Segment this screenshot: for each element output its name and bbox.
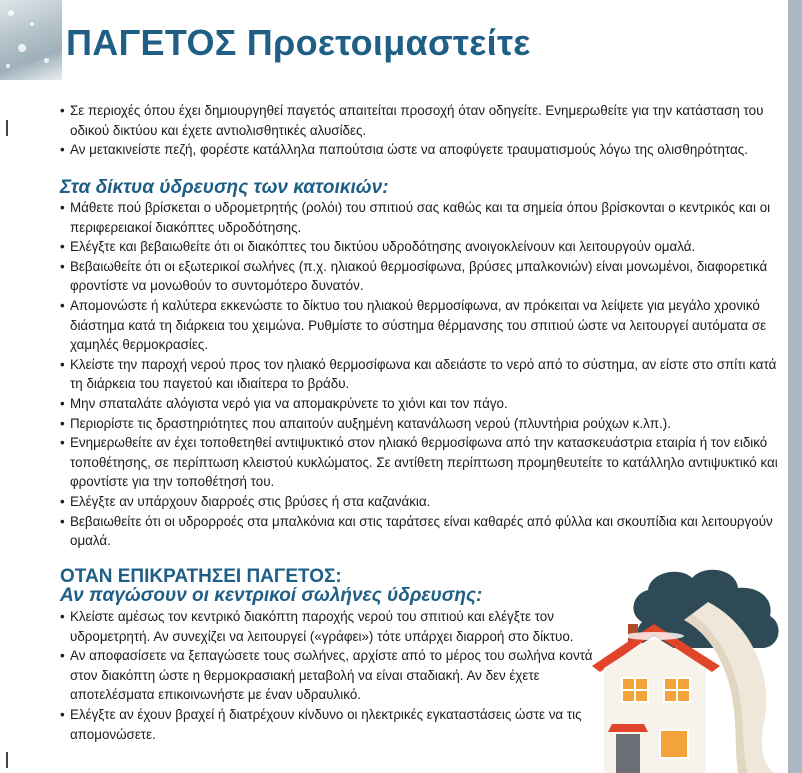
list-item: • Αν αποφασίσετε να ξεπαγώσετε τους σωλήνες, αρχίστε από το μέρος του σωλήνα κοντά στον διακόπτη ώστε η θερμοκρασιακή μεταβολή να είναι σταδιακή. Αν δεν έχετε αποτελέσματα επικοινωνήστε με έναν υδραυλικό. (60, 646, 620, 705)
right-edge-strip (788, 0, 802, 773)
list-item: • Κλείστε την παροχή νερού προς τον ηλιακό θερμοσίφωνα και αδειάστε το νερό από το σύστημα, αν είστε στο σπίτι κατά τη διάρκεια του παγετού και ιδιαίτερα το βράδυ. (60, 355, 780, 394)
title-rest: Προετοιμαστείτε (246, 22, 531, 63)
list-item: • Βεβαιωθείτε ότι οι υδρορροές στα μπαλκόνια και στις ταράτσες είναι καθαρές από φύλλα και σκουπίδια και λειτουργούν ομαλά. (60, 512, 780, 551)
list-item: • Απομονώστε ή καλύτερα εκκενώστε το δίκτυο του ηλιακού θερμοσίφωνα, αν πρόκειται να λείψετε για μεγάλο χρονικό διάστημα κατά τη διάρκεια του χειμώνα. Ρυθμίστε το σύστημα θέρμανσης του σπιτιού ώστε να λειτουργεί αυτόματα σε χαμηλές θερμοκρασίες. (60, 296, 780, 355)
door-canopy (608, 724, 648, 732)
list-item: • Μην σπαταλάτε αλόγιστα νερό για να απομακρύνετε το χιόνι και τον πάγο. (60, 394, 780, 414)
section1-heading: Στα δίκτυα ύδρευσης των κατοικιών: (60, 177, 389, 198)
header-frost-photo (0, 0, 62, 80)
intro-list (60, 101, 780, 160)
list-item: • Κλείστε αμέσως τον κεντρικό διακόπτη παροχής νερού του σπιτιού και ελέγξτε τον υδρομετρητή. Αν συνεχίζει να λειτουργεί («γράφει») τότε υπάρχει διαρροή στο δίκτυο. (60, 607, 620, 646)
house-door (616, 734, 640, 773)
section2-heading-caps: ΟΤΑΝ ΕΠΙΚΡΑΤΗΣΕΙ ΠΑΓΕΤΟΣ: (60, 566, 342, 587)
list-item: • Βεβαιωθείτε ότι οι εξωτερικοί σωλήνες (π.χ. ηλιακού θερμοσίφωνα, βρύσες μπαλκονιών) είναι μονωμένοι, διαφορετικά φροντίστε να μονωθούν το συντομότερο δυνατόν. (60, 257, 780, 296)
title-caps: ΠΑΓΕΤΟΣ (66, 22, 237, 63)
list-item: • Σε περιοχές όπου έχει δημιουργηθεί παγετός απαιτείται προσοχή όταν οδηγείτε. Ενημερωθείτε για την κατάσταση του οδικού δικτύου και έχετε αντιολισθητικές αλυσίδες. (60, 101, 780, 140)
list-item: • Περιορίστε τις δραστηριότητες που απαιτούν αυξημένη κατανάλωση νερού (πλυντήρια ρούχων κ.λπ.). (60, 414, 780, 434)
section2-list (60, 607, 620, 744)
margin-tick (6, 752, 8, 768)
page-title (66, 22, 531, 64)
house-snow-illustration (588, 562, 788, 773)
margin-tick (6, 120, 8, 136)
section2-heading-sub: Αν παγώσουν οι κεντρικοί σωλήνες ύδρευσης: (60, 585, 483, 606)
list-item: • Ελέγξτε και βεβαιωθείτε ότι οι διακόπτες του δικτύου υδροδότησης ανοιγοκλείνουν και λειτουργούν ομαλά. (60, 237, 780, 257)
list-item: • Αν μετακινείστε πεζή, φορέστε κατάλληλα παπούτσια ώστε να αποφύγετε τραυματισμούς λόγω της ολισθηρότητας. (60, 140, 780, 160)
list-item: • Ελέγξτε αν έχουν βραχεί ή διατρέχουν κίνδυνο οι ηλεκτρικές εγκαταστάσεις ώστε να τις απομονώσετε. (60, 705, 620, 744)
list-item: • Ενημερωθείτε αν έχει τοποθετηθεί αντιψυκτικό στον ηλιακό θερμοσίφωνα από την κατασκευάστρια εταιρία ή τον ειδικό τοποθέτησης, σε περίπτωση κλειστού κυκλώματος. Σε αντίθετη περίπτωση προμηθευτείτε το κατάλληλο αντιψυκτικό και φροντίστε για την τοποθέτησή του. (60, 433, 780, 492)
list-item: • Ελέγξτε αν υπάρχουν διαρροές στις βρύσες ή στα καζανάκια. (60, 492, 780, 512)
list-item: • Μάθετε πού βρίσκεται ο υδρομετρητής (ρολόι) του σπιτιού σας καθώς και τα σημεία όπου βρίσκονται ο κεντρικός και οι περιφερειακοί διακόπτες υδροδότησης. (60, 198, 780, 237)
section1-list (60, 198, 780, 551)
